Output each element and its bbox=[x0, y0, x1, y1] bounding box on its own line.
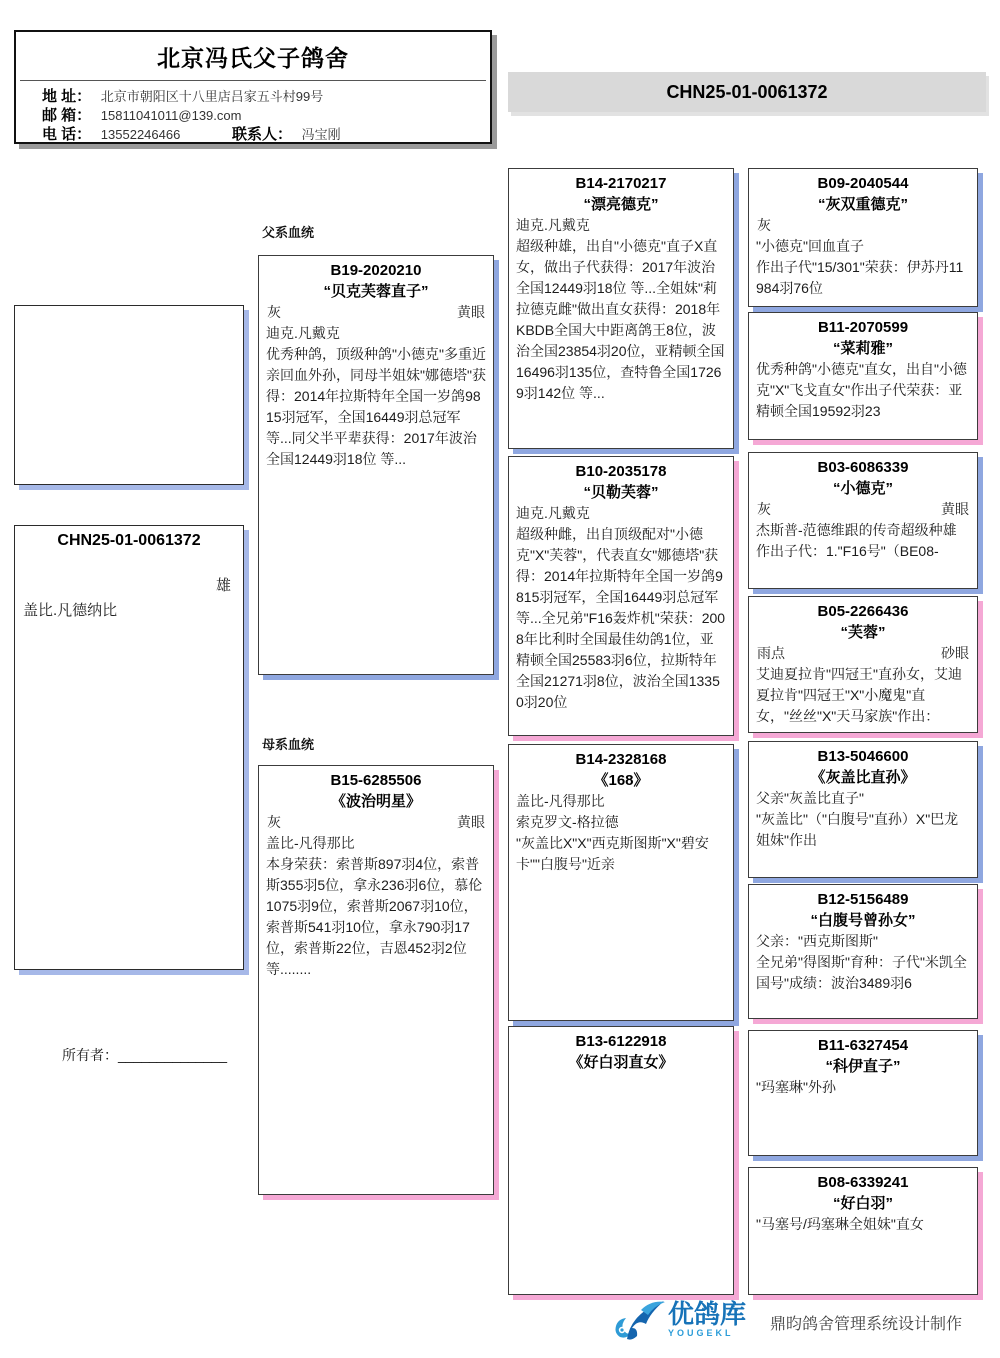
address-value: 北京市朝阳区十八里店吕家五斗村99号 bbox=[100, 89, 324, 104]
eye-color: 黄眼 bbox=[457, 304, 485, 320]
ring-number: B13-6122918 bbox=[575, 1033, 667, 1050]
sex-label: 雄 bbox=[215, 577, 231, 594]
contact-label: 联系人： bbox=[231, 126, 292, 143]
description: 父亲："西克斯图斯" bbox=[756, 933, 878, 949]
owner-line bbox=[62, 1045, 227, 1065]
description: "玛塞琳"外孙 bbox=[756, 1079, 836, 1095]
ring-number: B13-5046600 bbox=[817, 748, 909, 765]
description: 全兄弟"得图斯"育种：子代"米凯全国号"成绩：波治3489羽6 bbox=[756, 954, 967, 991]
color-eye-row bbox=[266, 302, 486, 323]
pigeon-photo-placeholder bbox=[14, 305, 244, 485]
strain-line: 迪克.凡戴克 bbox=[266, 325, 340, 341]
strain-label: 盖比.凡德纳比 bbox=[23, 602, 118, 619]
strain-line: 索克罗文-格拉德 bbox=[516, 814, 619, 830]
strain-line: 迪克.凡戴克 bbox=[516, 505, 590, 521]
description: 杰斯普-范德维跟的传奇超级种雄 bbox=[756, 522, 957, 538]
color-eye-row bbox=[756, 499, 970, 520]
pedigree-box-sire bbox=[258, 255, 494, 675]
strain-line: 迪克.凡戴克 bbox=[516, 217, 590, 233]
logo-chinese: 优鸽库 bbox=[668, 1299, 747, 1329]
pigeon-name: “贝勒芙蓉” bbox=[583, 484, 659, 501]
description: 艾迪夏拉肯"四冠王"直孙女，艾迪夏拉肯"四冠王"X"小魔鬼"直女，"丝丝"X"天马家族"作出： bbox=[756, 666, 962, 724]
feather-color: 雨点 bbox=[757, 645, 785, 661]
pedigree-box-gg2 bbox=[748, 312, 978, 440]
pigeon-name: “科伊直子” bbox=[825, 1058, 901, 1075]
pigeon-name: 《168》 bbox=[593, 772, 649, 789]
feather-color: 灰 bbox=[757, 501, 771, 517]
ring-number: B14-2170217 bbox=[575, 175, 667, 192]
pigeon-name: “灰双重德克” bbox=[817, 196, 908, 213]
description: 超级种雌，出自顶级配对"小德克"X"芙蓉"，代表直女"娜德塔"获得：2014年拉斯特年全国一岁鸽9815羽冠军，全国16449羽总冠军 等...全兄弟"F16轰炸机"荣获：2008年比利时全国最佳幼鸽1位，亚精顿全国25583羽6位，拉斯特年全国21271羽8位，波治全国13350羽20位 bbox=[516, 526, 726, 710]
address-row bbox=[16, 87, 490, 106]
header-divider bbox=[20, 80, 486, 81]
ring-number: B05-2266436 bbox=[817, 603, 909, 620]
pedigree-box-gg4 bbox=[748, 596, 978, 733]
phone-value: 13552246466 bbox=[100, 127, 181, 142]
description: 优秀种鸽，顶级种鸽"小德克"多重近亲回血外孙，同母半姐妹"娜德塔"获得：2014年拉斯特年全国一岁鸽9815羽冠军，全国16449羽总冠军 等...同父半平辈获得：2017年波治全国12449羽18位 等... bbox=[266, 346, 486, 467]
ring-number: B19-2020210 bbox=[330, 262, 422, 279]
pigeon-name: “漂亮德克” bbox=[583, 196, 659, 213]
feather-color: 灰 bbox=[267, 304, 281, 320]
system-credit: 鼎昀鸽舍管理系统设计制作 bbox=[770, 1316, 963, 1333]
pigeon-name: “贝克芙蓉直子” bbox=[323, 283, 429, 300]
contact-value: 冯宝刚 bbox=[301, 127, 341, 142]
pedigree-box-gg5 bbox=[748, 741, 978, 878]
strain-line: 盖比-凡得那比 bbox=[266, 835, 355, 851]
pedigree-box-dam bbox=[258, 765, 494, 1195]
eye-color: 黄眼 bbox=[941, 501, 969, 517]
loft-header-card bbox=[14, 30, 492, 144]
strain-line: 盖比-凡得那比 bbox=[516, 793, 605, 809]
pedigree-box-sire-dam bbox=[508, 456, 734, 736]
eye-color: 黄眼 bbox=[457, 814, 485, 830]
main-bird-box bbox=[14, 525, 244, 970]
description: 本身荣获：索普斯897羽4位，索普斯355羽5位，拿永236羽6位，慕伦1075羽9位，索普斯2067羽10位，索普斯541羽10位，拿永790羽17位，索普斯22位，吉恩452羽2位等........ bbox=[266, 856, 483, 977]
yougeku-logo-icon bbox=[614, 1297, 666, 1343]
ring-number: B08-6339241 bbox=[817, 1174, 909, 1191]
pedigree-box-gg8 bbox=[748, 1167, 978, 1295]
pedigree-box-dam-sire bbox=[508, 744, 734, 1021]
ring-number: B14-2328168 bbox=[575, 751, 667, 768]
description: "灰盖比"（"白腹号"直孙）X"巴龙姐妹"作出 bbox=[756, 811, 959, 848]
paternal-bloodline-label: 父系血统 bbox=[262, 225, 315, 240]
description: "马塞号/玛塞琳全姐妹"直女 bbox=[756, 1216, 924, 1232]
ring-number: B12-5156489 bbox=[817, 891, 909, 908]
email-label: 邮 箱： bbox=[42, 107, 92, 124]
description: 作出子代"15/301"荣获：伊苏丹11984羽76位 bbox=[756, 259, 964, 296]
color-eye-row bbox=[756, 215, 970, 236]
pigeon-name: “小德克” bbox=[832, 480, 893, 497]
pedigree-box-sire-sire bbox=[508, 168, 734, 449]
maternal-bloodline-label: 母系血统 bbox=[262, 737, 315, 752]
main-ring-number: CHN25-01-0061372 bbox=[57, 532, 201, 549]
ring-number: B10-2035178 bbox=[575, 463, 667, 480]
pedigree-box-gg3 bbox=[748, 452, 978, 589]
pedigree-box-gg6 bbox=[748, 884, 978, 1019]
description: "灰盖比X"X"西克斯图斯"X"碧安卡""白腹号"近亲 bbox=[516, 835, 709, 872]
pigeon-name: “好白羽” bbox=[832, 1195, 893, 1212]
color-eye-row bbox=[266, 812, 486, 833]
description: 优秀种鸽"小德克"直女，出自"小德克"X"飞戈直女"作出子代荣获：亚精顿全国19592羽23 bbox=[756, 361, 967, 419]
ring-number-banner: CHN25-01-0061372 bbox=[508, 72, 986, 112]
feather-color: 灰 bbox=[267, 814, 281, 830]
phone-row bbox=[16, 125, 490, 144]
ring-number: B11-6327454 bbox=[817, 1037, 909, 1054]
pedigree-box-gg1 bbox=[748, 168, 978, 307]
pigeon-name: “白腹号曾孙女” bbox=[810, 912, 916, 929]
pigeon-name: “芙蓉” bbox=[840, 624, 886, 641]
pedigree-box-gg7 bbox=[748, 1030, 978, 1156]
description: 作出子代：1."F16号"（BE08- bbox=[756, 543, 939, 559]
pigeon-name: 《波治明星》 bbox=[330, 793, 421, 810]
ring-number: B15-6285506 bbox=[330, 772, 422, 789]
owner-blank: ______________ bbox=[118, 1047, 228, 1063]
email-value: 15811041011@139.com bbox=[100, 108, 242, 123]
ring-number: B09-2040544 bbox=[817, 175, 909, 192]
ring-number: B03-6086339 bbox=[817, 459, 909, 476]
color-eye-row bbox=[756, 643, 970, 664]
pigeon-name: 《灰盖比直孙》 bbox=[810, 769, 916, 786]
pigeon-name: “菜莉雅” bbox=[832, 340, 893, 357]
address-label: 地 址： bbox=[42, 88, 92, 105]
description: 超级种雄，出自"小德克"直子X直女，做出子代获得：2017年波治全国12449羽18位 等...全姐妹"莉拉德克雌"做出直女获得：2018年KBDB全国大中距离鸽王8位，波治全国23854羽20位，亚精顿全国16496羽135位，查特鲁全国17269羽142位 等... bbox=[516, 238, 725, 401]
loft-title: 北京冯氏父子鸽舍 bbox=[157, 45, 349, 71]
ring-number: B11-2070599 bbox=[817, 319, 909, 336]
eye-color: 砂眼 bbox=[941, 645, 969, 661]
email-row bbox=[16, 106, 490, 125]
logo-english: YOUGEKL bbox=[668, 1328, 734, 1338]
description: "小德克"回血直子 bbox=[756, 238, 864, 254]
pedigree-box-dam-dam bbox=[508, 1026, 734, 1295]
pigeon-name: 《好白羽直女》 bbox=[568, 1054, 674, 1071]
feather-color: 灰 bbox=[757, 217, 771, 233]
yougeku-logo-text bbox=[668, 1300, 778, 1338]
phone-label: 电 话： bbox=[42, 126, 92, 143]
owner-label: 所有者： bbox=[62, 1047, 118, 1063]
description: 父亲"灰盖比直子" bbox=[756, 790, 864, 806]
